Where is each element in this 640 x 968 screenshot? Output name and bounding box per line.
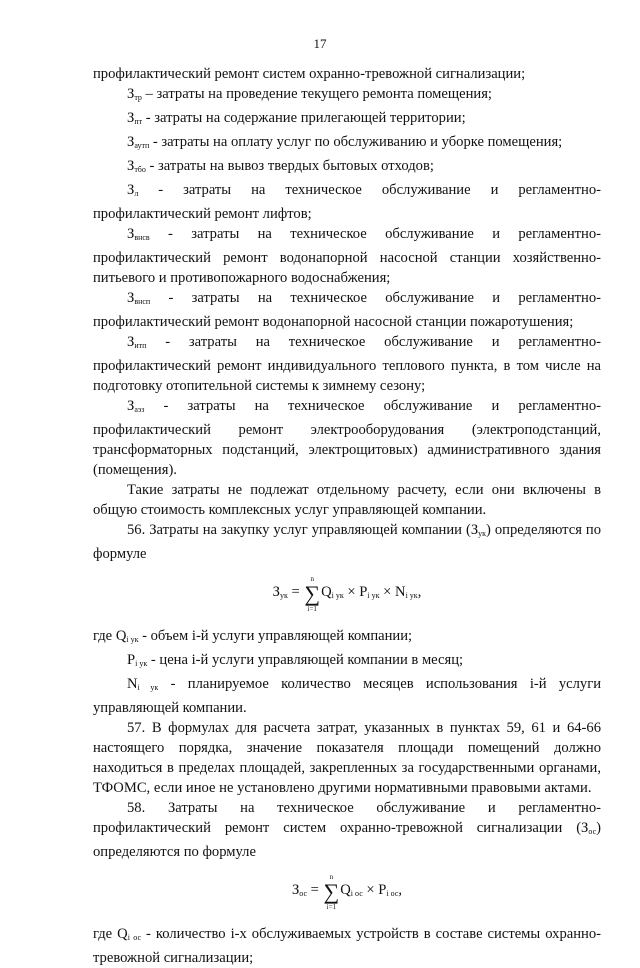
page-number: 17 [313, 36, 327, 51]
definition-pt: $З_{пт}$ - затраты на содержание прилегающей территории; [127, 110, 466, 126]
note-paragraph: Такие затраты не подлежат отдельному расчету, если они включены в общую стоимость комплексных услуг управляющей компании. [93, 482, 601, 518]
section-57: 57. В формулах для расчета затрат, указанных в пунктах 59, 61 и 64-66 настоящего порядка, значение показателя площади помещений должно находиться в пределах площадей, закрепленных за государственными органами, ТФОМС, если иное не установлено другими нормативными правовыми актами. [93, 720, 601, 796]
definition-autp: $З_{аутп}$ - затраты на оплату услуг по обслуживанию и уборке помещения; [127, 134, 563, 150]
section-58: 58. Затраты на техническое обслуживание и регламентно-профилактический ремонт систем охранно-тревожной сигнализации $(З_{ос})$ определяются по формуле [93, 800, 601, 860]
where-n: $N_{i ук}$ - планируемое количество месяцев использования i-й услуги управляющей компании. [93, 676, 602, 716]
where-p: $P_{i ук}$ - цена i-й услуги управляющей компании в месяц; [127, 652, 464, 668]
where-q-os: где $Q_{i ос}$ - количество i-х обслуживаемых устройств в составе системы охранно-тревожной сигнализации; [93, 926, 601, 966]
section-56: 56. Затраты на закупку услуг управляющей компании $(З_{ук})$ определяются по формуле [93, 522, 601, 562]
definition-vnsv: $З_{внсв}$ - затраты на техническое обслуживание и регламентно-профилактический ремонт водонапорной насосной станции хозяйственно-питьевого и противопожарного водоснабжения; [93, 226, 601, 286]
definition-vnsp: $З_{внсп}$ - затраты на техническое обслуживание и регламентно-профилактический ремонт водонапорной насосной станции пожаротушения; [93, 290, 601, 330]
formula-os: $З_{ос}$ = n ∑ i=1 $Q_{i ос} \times P_{i ос}$, [291, 873, 403, 911]
paragraph-line: профилактический ремонт систем охранно-тревожной сигнализации; [93, 66, 526, 82]
definition-tr: $З_{тр}$ – затраты на проведение текущего ремонта помещения; [127, 86, 492, 102]
definition-itp: $З_{итп}$ - затраты на техническое обслуживание и регламентно-профилактический ремонт индивидуального теплового пункта, в том числе на подготовку отопительной системы к зимнему сезону; [93, 334, 601, 394]
definition-aez: $З_{аэз}$ - затраты на техническое обслуживание и регламентно-профилактический ремонт электрооборудования (электроподстанций, трансформаторных подстанций, электрощитовых) административного здания (помещения). [93, 398, 601, 478]
definition-tbo: $З_{тбо}$ - затраты на вывоз твердых бытовых отходов; [127, 158, 434, 174]
document-body [93, 64, 601, 968]
where-q: где $Q_{i ук}$ - объем i-й услуги управляющей компании; [93, 628, 413, 644]
sum-symbol: n ∑ i=1 [323, 873, 340, 911]
definition-l: $З_л$ - затраты на техническое обслуживание и регламентно-профилактический ремонт лифтов; [93, 182, 601, 222]
formula-uk: $З_{ук}$ = n ∑ i=1 $Q_{i ук} \times P_{i ук} \times N_{i ук}$, [272, 575, 422, 613]
sum-symbol: n ∑ i=1 [304, 575, 321, 613]
